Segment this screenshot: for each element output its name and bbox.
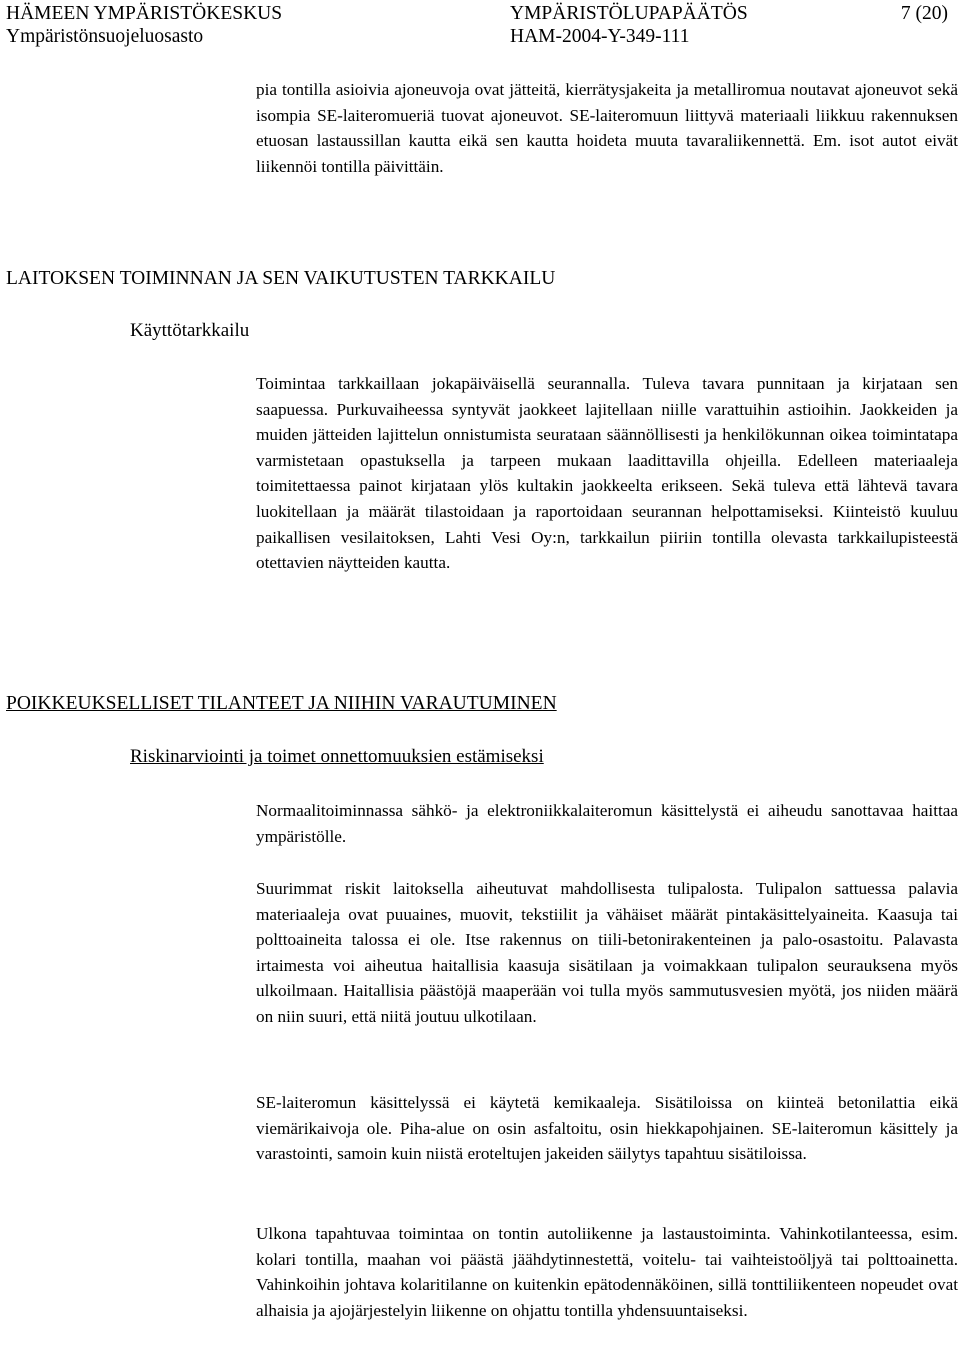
risk-paragraph-4: Ulkona tapahtuvaa toimintaa on tontin autoliikenne ja lastaustoiminta. Vahinkotilanteessa, esim. kolari tontilla, maahan voi päästä jäähdytinnestettä, voitelu- tai vaihteistoöljyä tai polttoainetta. Vahinkoihin johtava kolaritilanne on kuitenkin epätodennäköinen, sillä tonttiliikenteen nopeudet ovat alhaisia ja ajojärjestelyin liikenne on ohjattu tontilla yhdensuuntaiseksi.: [256, 1224, 958, 1320]
risk-paragraph-2: Suurimmat riskit laitoksella aiheutuvat mahdollisesta tulipalosta. Tulipalon sattuessa palavia materiaaleja ovat puuaines, muovit, tekstiilit ja vähäiset määrät pintakäsittelyaineita. Kaasuja tai polttoaineita talossa ei ole. Itse rakennus on tiili-betonirakenteinen ja palo-osastoitu. Palavasta irtaimesta voi aiheutua haitallisia kaasuja sisätilaan ja voimakkaan tulipalon seurauksena myös ulkoilmaan. Haitallisia päästöjä maaperään voi tulla myös sammutusvesien myötä, jos niiden määrä on niin suuri, että niitä joutuu ulkotilaan.: [256, 879, 958, 1026]
document-type: YMPÄRISTÖLUPAPÄÄTÖS: [510, 3, 748, 24]
subsection-title-risk-assessment: Riskinarviointi ja toimet onnettomuuksien estämiseksi: [130, 746, 544, 767]
risk-paragraph-3: SE-laiteromun käsittelyssä ei käytetä kemikaaleja. Sisätiloissa on kiinteä betonilattia eikä viemärikaivoja ole. Piha-alue on osin asfaltoitu, osin hiekkapohjainen. SE-laiteromun käsittely ja varastointi, samoin kuin niistä eroteltujen jakeiden säilytys tapahtuu sisätiloissa.: [256, 1093, 958, 1164]
section-title-monitoring: LAITOKSEN TOIMINNAN JA SEN VAIKUTUSTEN TARKKAILU: [6, 268, 556, 289]
page-number: 7 (20): [900, 3, 948, 24]
section-title-exceptional-situations: POIKKEUKSELLISET TILANTEET JA NIIHIN VARAUTUMINEN: [6, 693, 557, 714]
monitoring-paragraph: Toimintaa tarkkaillaan jokapäiväisellä seurannalla. Tuleva tavara punnitaan ja kirjataan sen saapuessa. Purkuvaiheessa syntyvät jaokkeet lajitellaan niille varattuihin astioihin. Jaokkeiden ja muiden jätteiden lajittelun onnistumista seurataan säännöllisesti ja henkilökunnan oikea toimintatapa varmistetaan opastuksella ja tarpeen mukaan laadittavilla ohjeilla. Edelleen materiaaleja toimitettaessa painot kirjataan ylös kultakin jaokkeelta erikseen. Sekä tuleva että lähtevä tavara luokitellaan ja määrät tilastoidaan ja raportoidaan seurannan helpottamiseksi. Kiinteistö kuuluu paikallisen vesilaitoksen, Lahti Vesi Oy:n, tarkkailun piiriin tontilla olevasta tarkkailupisteestä otettavien näytteiden kautta.: [256, 374, 958, 573]
intro-paragraph: pia tontilla asioivia ajoneuvoja ovat jätteitä, kierrätysjakeita ja metalliromua noutavat ajoneuvot sekä isompia SE-laiteromueriä tuovat ajoneuvot. SE-laiteromuun liittyvä materiaali liikkuu rakennuksen etuosan lastaussillan kautta eikä sen kautta hoideta muuta tavaraliikennettä. Em. isot autot eivät liikennöi tontilla päivittäin.: [256, 80, 958, 176]
department-name: Ympäristönsuojeluosasto: [6, 26, 204, 47]
document-number: HAM-2004-Y-349-111: [510, 26, 690, 47]
header-row-2: [6, 25, 954, 48]
header-row-1: [6, 2, 954, 25]
risk-paragraph-1: Normaalitoiminnassa sähkö- ja elektroniikkalaiteromun käsittelystä ei aiheudu sanottavaa haittaa ympäristölle.: [256, 801, 958, 846]
page-header: [6, 2, 954, 48]
organization-name: HÄMEEN YMPÄRISTÖKESKUS: [6, 3, 283, 24]
subsection-title-operational-monitoring: Käyttötarkkailu: [130, 320, 250, 341]
